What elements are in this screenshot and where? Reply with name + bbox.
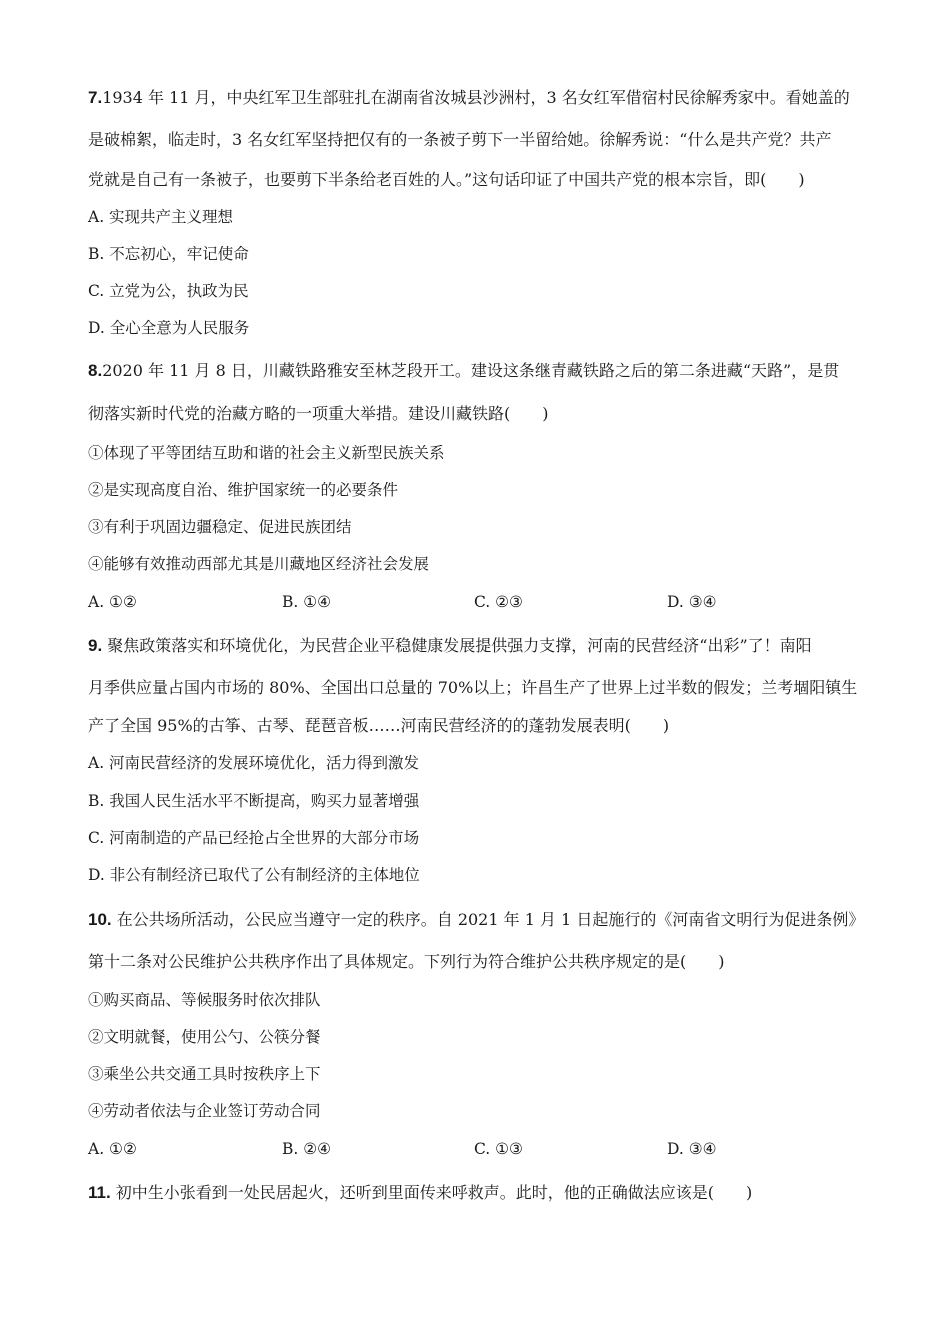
question-8-stem-line-1: 8.2020 年 11 月 8 日，川藏铁路雅安至林芝段开工。建设这条继青藏铁路之后的第二条进藏“天路”，是贯	[88, 361, 840, 380]
question-10-choice-a[interactable]: A. ①②	[88, 1140, 137, 1158]
question-7-stem-line-3: 党就是自己有一条被子，也要剪下半条给老百姓的人。”这句话印证了中国共产党的根本宗旨，即( )	[88, 170, 805, 189]
question-9-stem-line-1: 9. 聚焦政策落实和环境优化，为民营企业平稳健康发展提供强力支撑，河南的民营经济“出彩”了！南阳	[88, 636, 812, 655]
question-9-stem-line-3: 产了全国 95%的古筝、古琴、琵琶音板……河南民营经济的的蓬勃发展表明( )	[88, 716, 670, 735]
question-number: 10.	[88, 910, 112, 929]
question-10-statement-1: ①购买商品、等候服务时依次排队	[88, 991, 321, 1009]
question-9-option-a[interactable]: A. 河南民营经济的发展环境优化，活力得到激发	[88, 754, 420, 772]
question-10-statement-3: ③乘坐公共交通工具时按秩序上下	[88, 1065, 321, 1083]
question-8-choice-c[interactable]: C. ②③	[474, 593, 523, 611]
question-10-stem-line-2: 第十二条对公民维护公共秩序作出了具体规定。下列行为符合维护公共秩序规定的是( )	[88, 952, 725, 971]
question-9-option-c[interactable]: C. 河南制造的产品已经抢占全世界的大部分市场	[88, 829, 420, 847]
question-8-statement-2: ②是实现高度自治、维护国家统一的必要条件	[88, 481, 399, 499]
question-8-choices	[88, 592, 868, 612]
question-7-option-a[interactable]: A. 实现共产主义理想	[88, 208, 234, 226]
question-11-stem-line-1: 11. 初中生小张看到一处民居起火，还听到里面传来呼救声。此时，他的正确做法应该是( )	[88, 1183, 753, 1202]
question-7-stem-line-2: 是破棉絮，临走时，3 名女红军坚持把仅有的一条被子剪下一半留给她。徐解秀说：“什么是共产党？共产	[88, 130, 832, 149]
question-7-option-d[interactable]: D. 全心全意为人民服务	[88, 319, 250, 337]
question-number: 9.	[88, 636, 103, 655]
question-10-choice-b[interactable]: B. ②④	[282, 1140, 332, 1158]
question-8-choice-a[interactable]: A. ①②	[88, 593, 137, 611]
question-10-stem-line-1: 10. 在公共场所活动，公民应当遵守一定的秩序。自 2021 年 1 月 1 日起施行的《河南省文明行为促进条例》	[88, 910, 865, 929]
question-8-statement-3: ③有利于巩固边疆稳定、促进民族团结	[88, 518, 352, 536]
question-8-statement-1: ①体现了平等团结互助和谐的社会主义新型民族关系	[88, 444, 445, 462]
question-number: 8.	[88, 361, 103, 380]
question-8-choice-b[interactable]: B. ①④	[282, 593, 332, 611]
question-8-stem-line-2: 彻落实新时代党的治藏方略的一项重大举措。建设川藏铁路( )	[88, 404, 549, 423]
question-10-statement-4: ④劳动者依法与企业签订劳动合同	[88, 1102, 321, 1120]
question-number: 7.	[88, 88, 103, 107]
question-number: 11.	[88, 1183, 111, 1202]
question-10-choice-d[interactable]: D. ③④	[667, 1140, 717, 1158]
question-9-option-b[interactable]: B. 我国人民生活水平不断提高，购买力显著增强	[88, 792, 420, 810]
question-9-stem-line-2: 月季供应量占国内市场的 80%、全国出口总量的 70%以上；许昌生产了世界上过半数的假发；兰考堌阳镇生	[88, 678, 858, 697]
question-8-statement-4: ④能够有效推动西部尤其是川藏地区经济社会发展	[88, 555, 430, 573]
question-10-statement-2: ②文明就餐，使用公勺、公筷分餐	[88, 1028, 321, 1046]
question-10-choice-c[interactable]: C. ①③	[474, 1140, 523, 1158]
question-7-option-c[interactable]: C. 立党为公，执政为民	[88, 282, 249, 300]
question-9-option-d[interactable]: D. 非公有制经济已取代了公有制经济的主体地位	[88, 866, 420, 884]
question-7-stem-line-1: 7.1934 年 11 月，中央红军卫生部驻扎在湖南省汝城县沙洲村，3 名女红军借宿村民徐解秀家中。看她盖的	[88, 88, 850, 107]
question-10-choices	[88, 1139, 868, 1159]
question-8-choice-d[interactable]: D. ③④	[667, 593, 717, 611]
question-7-option-b[interactable]: B. 不忘初心，牢记使命	[88, 245, 249, 263]
